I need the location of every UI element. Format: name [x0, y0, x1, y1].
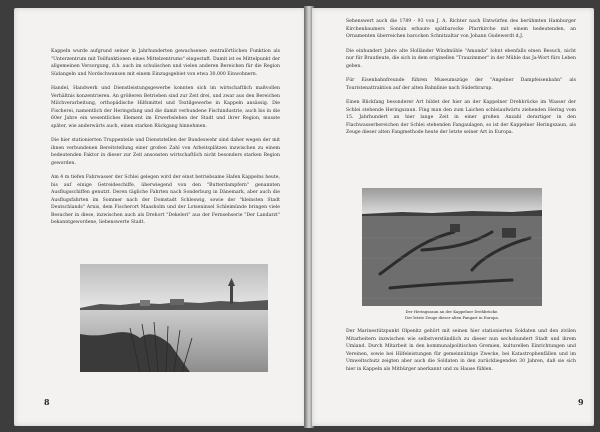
paragraph: Die einhundert Jahre alte Holländer Windmühle "Amanda" lohnt ebenfalls einen Besuch, nicht nur für Brautleute, die sich in dem originellen "Trauzimmer" in der Mühle das Ja-Wort fürs Leben geben.	[346, 48, 576, 69]
left-page-text	[51, 48, 280, 234]
paragraph: Kappeln wurde aufgrund seiner in Jahrhunderten gewachsenen zentralörtlichen Funktion als "Unterzentrum mit Teilfunktionen eines Mittelzentrums" eingestuft. Damit ist es Mittelpunkt der allgemeinen Versorgung, d.h. auch im schulischen und vielen anderen Bereichen für die Region Südangeln und Nordschwansen mit einem Einzugsgebiet von etwa 30.000 Einwohnern.	[51, 49, 280, 77]
caption-line: Der Heringszaun an der Kappelner Drehbrücke.	[405, 309, 499, 314]
left-page	[14, 8, 306, 426]
right-page-text-bottom	[346, 328, 576, 380]
paragraph: Für Eisenbahnfreunde führen Museumszüge der "Angelner Dampfeisenbahn" als Touristenattraktion auf der alten Bahnlinie nach Süderbrarup.	[346, 78, 576, 91]
page-number: 8	[44, 397, 50, 407]
paragraph: Handel, Handwerk und Dienstleistungsgewerbe konnten sich im wirtschaftlich maßvollen Verhältnis konzentrieren. An größeren Betrieben sind zur Zeit drei, und zwar aus den Bereichen Milchverarbeitung, orthopädische Hilfsmittel und Textilgewerbe in Kappeln ansässig. Die Fischerei, namentlich der Heringsfang und die damit verbundene Fischindustrie, auch bis in die 60er Jahre ein wesentliches Element im Erwerbsleben der Stadt und ihrer Region, musste später, wie anderwärts auch, einen starken Rückgang hinnehmen.	[51, 86, 280, 129]
paragraph: Die hier stationierten Truppenteile und Dienststellen der Bundeswehr sind daher wegen der mit ihnen verbundenen Bereitstellung einer großen Zahl von Arbeitsplätzen inzwischen zu einem bedeutenden Faktor in dieser zur Zeit ansonsten wirtschaftlich nicht besonders starken Region geworden.	[51, 138, 280, 166]
herring-fence-image	[362, 188, 542, 306]
paragraph: Sehenswert auch die 1789 - 93 von J. A. Richter nach Entwürfen des berühmten Hamburger Kirchenbaumers Sonnin erbaute spätbarocke Pfarrkirche mit einem bedeutenden, an Ornamenten überreichen barocken Schnitzaltar von Johann Gudewerdt d.J.	[346, 19, 576, 39]
page-number: 9	[578, 397, 584, 407]
paragraph: Der Marinestützpunkt Olpenitz gehört mit seinen hier stationierten Soldaten und den zivilen Mitarbeitern inzwischen wie selbstverständlich zu dieser nun sechshundert Stadt und ihrem Umland. Durch Mitarbeit in den kommunalpolitischen Gremien, kulturellen Einrichtungen und Vereinen, sowie bei Hilfeleistungen für gemeinnützige Zwecke, bei Katastrophenfällen und im Umweltschutz zeigten aber auch die Soldaten in den zurückliegenden 30 Jahren, daß sie sich hier in Kappeln als Mitbürger anerkannt und zu Hause fühlen.	[346, 329, 576, 372]
harbor-photo	[80, 264, 268, 372]
right-page	[312, 8, 594, 426]
paragraph: Einen Blickfang besonderer Art bildet der hier an der Kappelner Drehbrücke im Wasser der Schlei stehende Heringszaun. Fing man den zum Laichen schleiaufwärts ziehenden Hering vom 15. Jahrhundert an hier lange Zeit in einer großen Anzahl derartiger in den Flachwasserbereichen der Schlei stehenden Fangaulagen, so ist der Kappelner Heringszaun, als Zeuge dieser alten Fangmethode heute der letzte seiner Art in Europa.	[346, 100, 576, 135]
harbor-photo-image	[80, 264, 268, 372]
herring-fence-photo	[362, 188, 542, 306]
right-page-text-top	[346, 18, 576, 144]
paragraph: Am 4 m tiefen Fahrwasser der Schlei gelegen wird der einst betriebsame Hafen Kappelns heute, bis auf einige Getreideschiffe, überwiegend von den "Butterdampfern" genannten Ausflugsschiffen genutzt. Deren tägliche Fahrten nach Sonderburg in Dänemark, aber auch die Ausflugsfahrten im Sommer nach der Domstadt Schleswig, sowie der "kleinsten Stadt Deutschlands" Arnis, dem Fischerort Maasholm und der Lotseninsel Schleimünde bringen viele Besucher in diese, inzwischen auch als Drehort "Dekeleri" aus der Fernsehserie "Der Landarzt" bekanntgewordene, liebenswerte Stadt.	[51, 175, 280, 225]
photo-caption	[392, 309, 512, 320]
caption-line: Der letzte Zeuge dieser alten Fangart in Europa.	[405, 314, 499, 320]
